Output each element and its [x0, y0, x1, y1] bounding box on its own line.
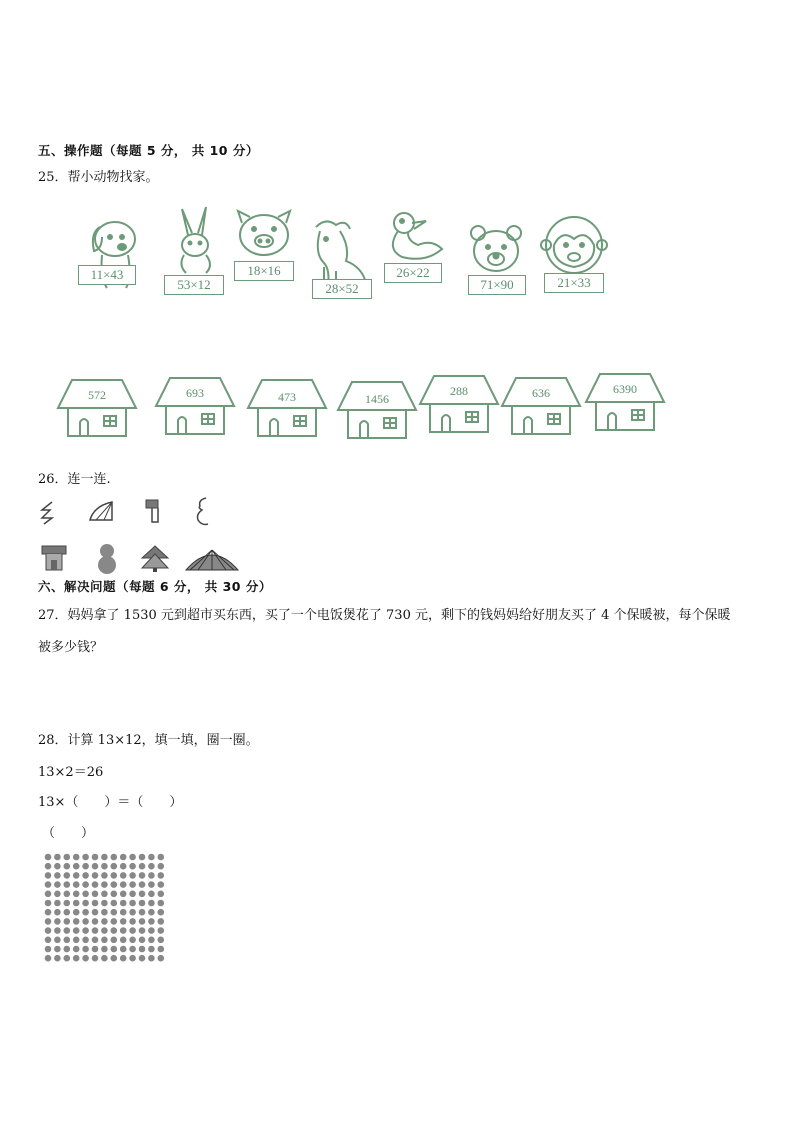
house-row [56, 372, 666, 442]
dot [82, 937, 89, 944]
animal-expr-tag: 18×16 [234, 261, 294, 281]
dot [92, 909, 99, 916]
dot [111, 881, 118, 888]
half-house-icon [144, 498, 164, 524]
dot [92, 927, 99, 934]
dot [73, 955, 80, 962]
section6-heading: 六、解决问题（每题 6 分， 共 30 分） [38, 579, 272, 594]
tree-icon [140, 544, 170, 572]
dot [64, 937, 71, 944]
dot [139, 854, 146, 861]
dot [129, 909, 136, 916]
dot [120, 955, 127, 962]
dot [139, 955, 146, 962]
duck-icon [382, 209, 448, 269]
dot [139, 881, 146, 888]
dot [64, 900, 71, 907]
house-icon [246, 378, 328, 440]
q28-line2: 13×（ ）＝（ ） [38, 795, 183, 810]
dot [158, 909, 165, 916]
dot [120, 881, 127, 888]
dot [73, 909, 80, 916]
dot [82, 854, 89, 861]
dot [129, 881, 136, 888]
dot [64, 927, 71, 934]
dot [101, 946, 108, 953]
q28-line1: 13×2＝26 [38, 765, 104, 780]
dot [111, 900, 118, 907]
dot [148, 872, 155, 879]
dot [111, 955, 118, 962]
dot [129, 863, 136, 870]
house [246, 378, 328, 440]
monkey-icon [540, 215, 608, 277]
house-number: 636 [532, 386, 550, 400]
dot [82, 909, 89, 916]
rabbit-icon [168, 205, 224, 285]
dot [120, 863, 127, 870]
dot [148, 946, 155, 953]
dot [45, 863, 52, 870]
dot [101, 891, 108, 898]
dot [64, 946, 71, 953]
dot [101, 872, 108, 879]
dot [64, 872, 71, 879]
dot [101, 854, 108, 861]
dot [54, 891, 61, 898]
dot [111, 891, 118, 898]
section5-heading: 五、操作题（每题 5 分， 共 10 分） [38, 143, 259, 158]
dot [158, 937, 165, 944]
animal-expr-tag: 28×52 [312, 279, 372, 299]
dot [54, 900, 61, 907]
dot [82, 872, 89, 879]
bear-icon [468, 223, 524, 279]
dot [82, 881, 89, 888]
dot [64, 854, 71, 861]
house-number: 473 [278, 390, 296, 404]
dot [54, 881, 61, 888]
dot [45, 937, 52, 944]
dot [92, 918, 99, 925]
dot [92, 955, 99, 962]
dot [129, 937, 136, 944]
animal-expr-tag: 26×22 [384, 263, 442, 283]
house-icon [40, 544, 68, 572]
dot [148, 937, 155, 944]
dot [54, 872, 61, 879]
house-number: 1456 [365, 392, 389, 406]
dot [120, 927, 127, 934]
dot [129, 927, 136, 934]
dot [64, 909, 71, 916]
house [154, 376, 236, 438]
dot [54, 854, 61, 861]
dot [120, 872, 127, 879]
dot [111, 909, 118, 916]
q25-prompt: 25．帮小动物找家。 [38, 170, 159, 185]
dot [45, 927, 52, 934]
dot [158, 881, 165, 888]
dot [73, 946, 80, 953]
dot [45, 918, 52, 925]
dot [101, 955, 108, 962]
dot [54, 918, 61, 925]
dot [101, 863, 108, 870]
dot [120, 891, 127, 898]
house-number: 6390 [613, 382, 637, 396]
dot [54, 946, 61, 953]
half-tree-icon [40, 500, 60, 526]
dot [64, 918, 71, 925]
umbrella-icon [184, 548, 240, 572]
dot [92, 937, 99, 944]
dot [129, 900, 136, 907]
dot [92, 854, 99, 861]
house [584, 372, 666, 434]
dot [82, 918, 89, 925]
dot [139, 900, 146, 907]
house-number: 288 [450, 384, 468, 398]
dot [158, 927, 165, 934]
dot [139, 918, 146, 925]
dot [101, 937, 108, 944]
dot [139, 891, 146, 898]
dot [158, 900, 165, 907]
dot [101, 900, 108, 907]
dot [73, 900, 80, 907]
dot [111, 872, 118, 879]
snowman-icon [96, 542, 118, 574]
dot [92, 900, 99, 907]
dot [73, 881, 80, 888]
dot [45, 946, 52, 953]
dot [82, 927, 89, 934]
q28-line3: （ ） [42, 826, 95, 841]
dot [111, 863, 118, 870]
dot [120, 854, 127, 861]
q28-prompt: 28．计算 13×12，填一填，圈一圈。 [38, 733, 259, 748]
dot [54, 863, 61, 870]
q27-line1: 27．妈妈拿了 1530 元到超市买东西，买了一个电饭煲花了 730 元，剩下的钱妈妈给好朋友买了 4 个保暖被，每个保暖 [38, 608, 731, 623]
dot [148, 927, 155, 934]
dot [73, 872, 80, 879]
dot [54, 955, 61, 962]
dot [92, 946, 99, 953]
dot [148, 891, 155, 898]
house-icon [336, 380, 418, 442]
dot [120, 900, 127, 907]
dot [111, 918, 118, 925]
dot [82, 891, 89, 898]
animal-expr-tag: 53×12 [164, 275, 224, 295]
dot [129, 918, 136, 925]
q27-line2: 被多少钱？ [38, 640, 104, 655]
dot [120, 937, 127, 944]
dot [120, 909, 127, 916]
dot [54, 909, 61, 916]
dot [129, 872, 136, 879]
dot [101, 881, 108, 888]
animal-expr-tag: 21×33 [544, 273, 604, 293]
dot [148, 909, 155, 916]
dot [139, 946, 146, 953]
dot [158, 891, 165, 898]
dot [82, 946, 89, 953]
dot [82, 863, 89, 870]
dot [45, 881, 52, 888]
animal-expr-tag: 11×43 [78, 265, 136, 285]
dot [120, 918, 127, 925]
dot [73, 918, 80, 925]
dot [148, 863, 155, 870]
dot [158, 918, 165, 925]
dot [139, 927, 146, 934]
dot [64, 881, 71, 888]
dot [111, 927, 118, 934]
dot [82, 955, 89, 962]
dot [82, 900, 89, 907]
half-snowman-icon [196, 496, 210, 526]
dot [92, 881, 99, 888]
house-number: 693 [186, 386, 204, 400]
animal-expr-tag: 71×90 [468, 275, 526, 295]
house [336, 380, 418, 442]
dot [111, 937, 118, 944]
house [500, 376, 582, 438]
dot [92, 863, 99, 870]
dot [92, 891, 99, 898]
dot [101, 927, 108, 934]
dot [54, 937, 61, 944]
dot [64, 955, 71, 962]
dot [73, 863, 80, 870]
dot [148, 955, 155, 962]
half-umbrella-icon [88, 500, 114, 522]
dot [45, 900, 52, 907]
house-number: 572 [88, 388, 106, 402]
dot [148, 881, 155, 888]
dot [129, 955, 136, 962]
dot [45, 872, 52, 879]
dot [64, 863, 71, 870]
dot [139, 937, 146, 944]
dot [148, 900, 155, 907]
dot [45, 909, 52, 916]
dot [92, 872, 99, 879]
dot [54, 927, 61, 934]
dot [111, 854, 118, 861]
q26-prompt: 26．连一连. [38, 472, 111, 487]
dot [45, 891, 52, 898]
dot [101, 909, 108, 916]
house [56, 378, 138, 440]
dot [139, 872, 146, 879]
house [418, 374, 500, 436]
dot [158, 863, 165, 870]
dot [73, 937, 80, 944]
dot [111, 946, 118, 953]
dot [73, 927, 80, 934]
dot [45, 955, 52, 962]
dot [101, 918, 108, 925]
animal-row [60, 205, 620, 305]
dot [158, 854, 165, 861]
dot [158, 872, 165, 879]
dot [129, 946, 136, 953]
dot [73, 891, 80, 898]
dot [73, 854, 80, 861]
dot [148, 854, 155, 861]
dot [139, 909, 146, 916]
dot [129, 891, 136, 898]
dot [45, 854, 52, 861]
dot [158, 955, 165, 962]
dot-grid [44, 853, 168, 965]
dot [158, 946, 165, 953]
pig-icon [234, 209, 294, 265]
dot [64, 891, 71, 898]
dot [139, 863, 146, 870]
dot [120, 946, 127, 953]
dot [129, 854, 136, 861]
dot [148, 918, 155, 925]
